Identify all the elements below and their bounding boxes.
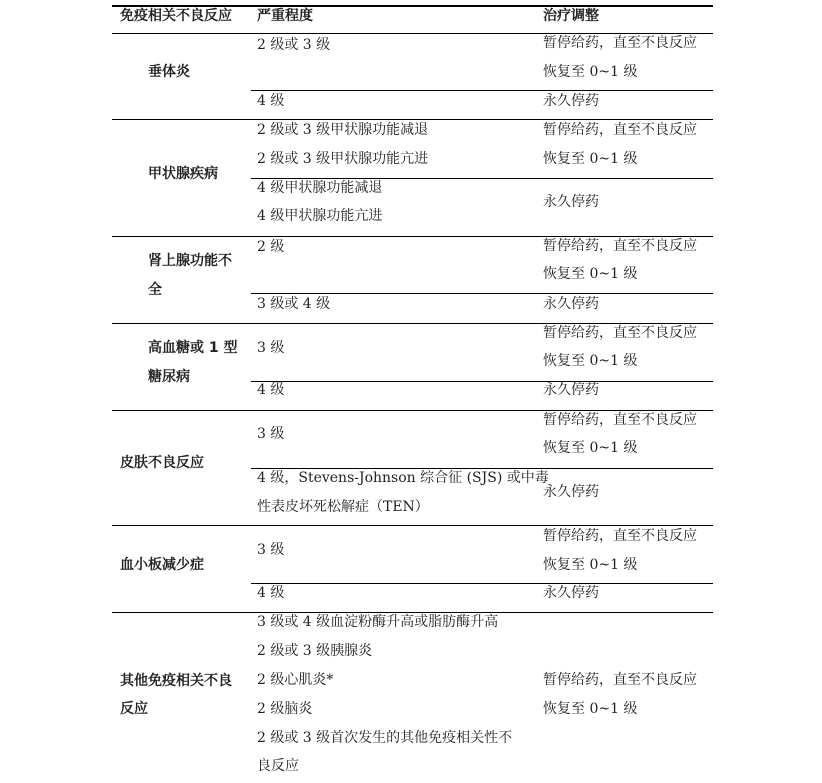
row-platelet-act2: 永久停药 xyxy=(543,585,599,601)
row-other-act1b: 恢复至 0~1 级 xyxy=(543,701,638,717)
row-other-name-b: 反应 xyxy=(120,701,148,717)
row-adrenal-act1a: 暂停给药，直至不良反应 xyxy=(543,238,697,254)
row-diabetes-sev1: 3 级 xyxy=(257,340,285,356)
row-other-sev-line: 2 级或 3 级首次发生的其他免疫相关性不 xyxy=(257,730,513,746)
row-thyroid-sev1b: 2 级或 3 级甲状腺功能亢进 xyxy=(257,151,429,167)
row-skin-sev2b: 性表皮坏死松解症（TEN） xyxy=(257,499,429,515)
header-reaction: 免疫相关不良反应 xyxy=(120,8,232,24)
row-platelet-name: 血小板减少症 xyxy=(120,557,204,573)
header-treatment: 治疗调整 xyxy=(543,8,599,24)
row-diabetes-sev2: 4 级 xyxy=(257,382,285,398)
row-platelet-sev1: 3 级 xyxy=(257,542,285,558)
row-thyroid-act1a: 暂停给药，直至不良反应 xyxy=(543,122,697,138)
row-thyroid-act2: 永久停药 xyxy=(543,194,599,210)
row-skin-sev1: 3 级 xyxy=(257,426,285,442)
row-diabetes-act1b: 恢复至 0~1 级 xyxy=(543,353,638,369)
row-skin-act1a: 暂停给药，直至不良反应 xyxy=(543,412,697,428)
row-adrenal-act1b: 恢复至 0~1 级 xyxy=(543,266,638,282)
row-adrenal-name-b: 全 xyxy=(148,282,162,298)
row-other-name-a: 其他免疫相关不良 xyxy=(120,673,232,689)
row-platelet-sev2: 4 级 xyxy=(257,585,285,601)
row-hypophysitis-act1b: 恢复至 0~1 级 xyxy=(543,64,638,80)
row-adrenal-sev2: 3 级或 4 级 xyxy=(257,296,331,312)
row-thyroid-name: 甲状腺疾病 xyxy=(148,166,218,182)
header-severity: 严重程度 xyxy=(257,8,313,24)
row-other-sev-line: 2 级心肌炎* xyxy=(257,672,334,688)
row-hypophysitis-sev2: 4 级 xyxy=(257,93,285,109)
row-skin-act2: 永久停药 xyxy=(543,484,599,500)
row-thyroid-act1b: 恢复至 0~1 级 xyxy=(543,151,638,167)
row-thyroid-sev2a: 4 级甲状腺功能减退 xyxy=(257,180,383,196)
row-other-sev-line: 良反应 xyxy=(257,758,299,774)
row-other-sev-line: 2 级或 3 级胰腺炎 xyxy=(257,643,373,659)
row-diabetes-name-a: 高血糖或 1 型 xyxy=(148,340,238,356)
row-thyroid-sev1a: 2 级或 3 级甲状腺功能减退 xyxy=(257,122,429,138)
row-hypophysitis-name: 垂体炎 xyxy=(148,64,190,80)
row-diabetes-act1a: 暂停给药，直至不良反应 xyxy=(543,325,697,341)
row-adrenal-sev1: 2 级 xyxy=(257,239,285,255)
row-divider xyxy=(251,90,713,91)
row-hypophysitis-act1a: 暂停给药，直至不良反应 xyxy=(543,35,697,51)
row-skin-name: 皮肤不良反应 xyxy=(120,455,204,471)
row-skin-act1b: 恢复至 0~1 级 xyxy=(543,440,638,456)
row-other-sev-line: 2 级脑炎 xyxy=(257,701,313,717)
row-other-sev-line: 3 级或 4 级血淀粉酶升高或脂肪酶升高 xyxy=(257,614,499,630)
row-platelet-act1a: 暂停给药，直至不良反应 xyxy=(543,528,697,544)
row-platelet-act1b: 恢复至 0~1 级 xyxy=(543,557,638,573)
row-diabetes-act2: 永久停药 xyxy=(543,382,599,398)
row-hypophysitis-sev1: 2 级或 3 级 xyxy=(257,37,331,53)
row-adrenal-name-a: 肾上腺功能不 xyxy=(148,253,232,269)
row-diabetes-name-b: 糖尿病 xyxy=(148,369,190,385)
row-divider xyxy=(251,583,713,584)
row-hypophysitis-act2: 永久停药 xyxy=(543,93,599,109)
row-divider xyxy=(251,381,713,382)
row-thyroid-sev2b: 4 级甲状腺功能亢进 xyxy=(257,208,383,224)
row-skin-sev2a: 4 级，Stevens-Johnson 综合征 (SJS) 或中毒 xyxy=(257,470,549,486)
row-adrenal-act2: 永久停药 xyxy=(543,296,599,312)
row-other-act1a: 暂停给药，直至不良反应 xyxy=(543,672,697,688)
